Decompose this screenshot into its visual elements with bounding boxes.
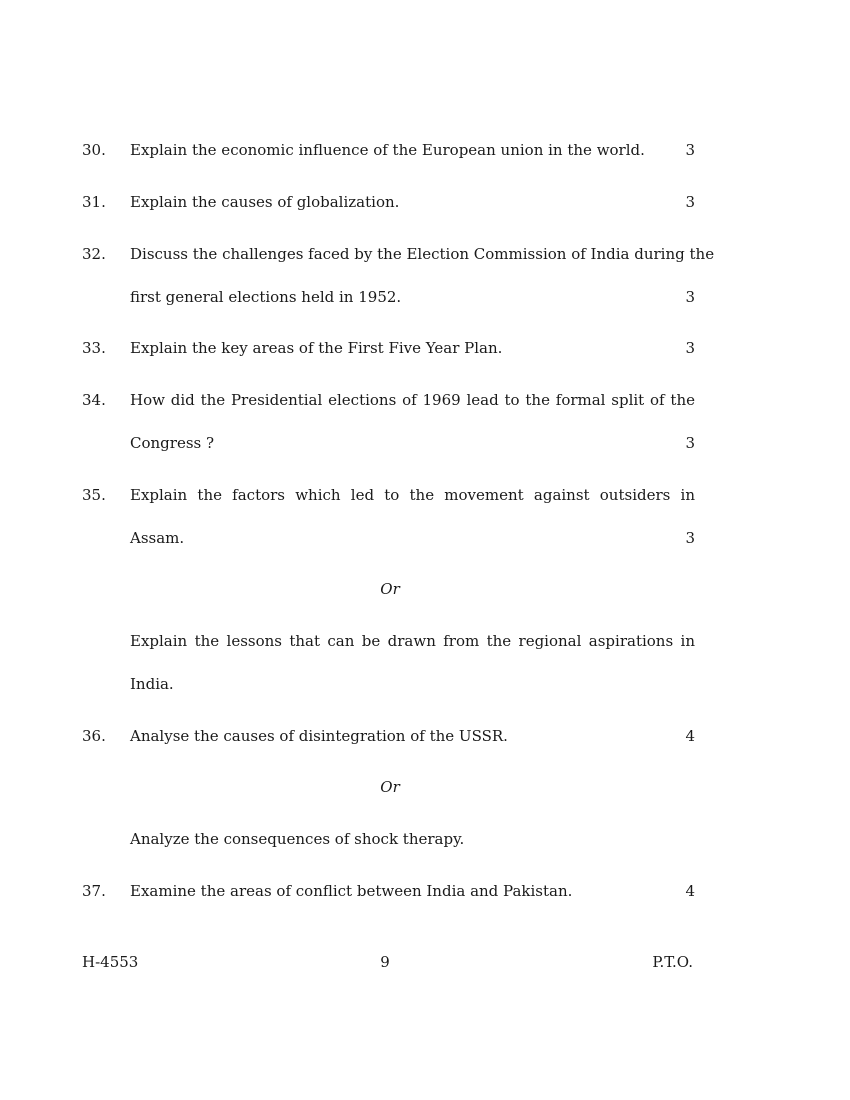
question-text: Analyse the causes of disintegration of the USSR.	[130, 727, 508, 745]
paper-code: H-4553	[82, 953, 139, 971]
question-text-continued: Assam.	[130, 529, 185, 547]
question-number: 32.	[82, 245, 106, 263]
alternative-text-continued: India.	[130, 675, 174, 693]
question-marks: 3	[685, 288, 695, 306]
question-text: Explain the economic influence of the European union in the world.	[130, 141, 645, 159]
alternative-text: Analyze the consequences of shock therapy.	[130, 830, 465, 848]
question-marks: 4	[685, 727, 695, 745]
question-number: 31.	[82, 193, 106, 211]
or-label: Or	[380, 778, 400, 796]
question-text: How did the Presidential elections of 1969 lead to the formal split of the	[130, 391, 695, 409]
question-marks: 3	[685, 193, 695, 211]
question-text: Explain the factors which led to the movement against outsiders in	[130, 486, 695, 504]
question-text-continued: Congress ?	[130, 434, 215, 452]
or-label: Or	[380, 580, 400, 598]
pto-label: P.T.O.	[652, 953, 693, 971]
question-marks: 3	[685, 434, 695, 452]
question-number: 34.	[82, 391, 106, 409]
question-marks: 4	[685, 882, 695, 900]
question-text: Examine the areas of conflict between India and Pakistan.	[130, 882, 573, 900]
question-marks: 3	[685, 529, 695, 547]
page-number: 9	[380, 953, 390, 971]
question-number: 37.	[82, 882, 106, 900]
question-number: 33.	[82, 339, 106, 357]
question-text: Explain the key areas of the First Five Year Plan.	[130, 339, 503, 357]
question-number: 35.	[82, 486, 106, 504]
question-text-continued: first general elections held in 1952.	[130, 288, 402, 306]
question-number: 36.	[82, 727, 106, 745]
question-marks: 3	[685, 141, 695, 159]
alternative-text: Explain the lessons that can be drawn from the regional aspirations in	[130, 632, 695, 650]
question-text: Explain the causes of globalization.	[130, 193, 400, 211]
question-text: Discuss the challenges faced by the Election Commission of India during the	[130, 245, 715, 263]
question-marks: 3	[685, 339, 695, 357]
question-number: 30.	[82, 141, 106, 159]
